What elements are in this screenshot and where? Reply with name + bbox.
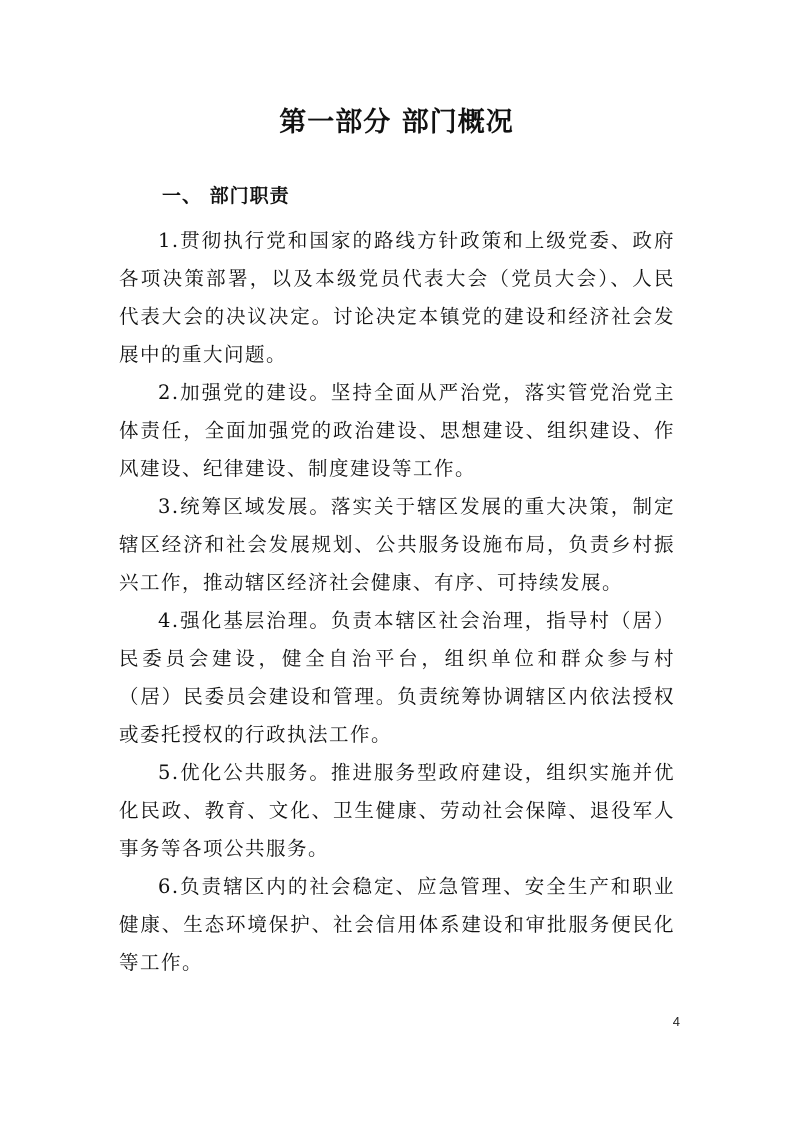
page-title: 第一部分 部门概况 xyxy=(279,107,514,138)
page-number: 4 xyxy=(672,1014,680,1029)
paragraph-3: 3.统筹区域发展。落实关于辖区发展的重大决策，制定辖区经济和社会发展规划、公共服务设施布局，负责乡村振兴工作，推动辖区经济社会健康、有序、可持续发展。 xyxy=(119,495,675,594)
paragraph-2: 2.加强党的建设。坚持全面从严治党，落实管党治党主体责任，全面加强党的政治建设、思想建设、组织建设、作风建设、纪律建设、制度建设等工作。 xyxy=(119,381,675,480)
section-heading: 一、 部门职责 xyxy=(162,185,290,207)
document-body xyxy=(119,222,675,982)
paragraph-5: 5.优化公共服务。推进服务型政府建设，组织实施并优化民政、教育、文化、卫生健康、劳动社会保障、退役军人事务等各项公共服务。 xyxy=(119,761,675,860)
paragraph-1: 1.贯彻执行党和国家的路线方针政策和上级党委、政府各项决策部署，以及本级党员代表大会（党员大会）、人民代表大会的决议决定。讨论决定本镇党的建设和经济社会发展中的重大问题。 xyxy=(119,229,675,366)
paragraph-4: 4.强化基层治理。负责本辖区社会治理，指导村（居）民委员会建设，健全自治平台，组织单位和群众参与村（居）民委员会建设和管理。负责统筹协调辖区内依法授权或委托授权的行政执法工作。 xyxy=(119,609,675,746)
paragraph-6: 6.负责辖区内的社会稳定、应急管理、安全生产和职业健康、生态环境保护、社会信用体系建设和审批服务便民化等工作。 xyxy=(119,875,675,974)
